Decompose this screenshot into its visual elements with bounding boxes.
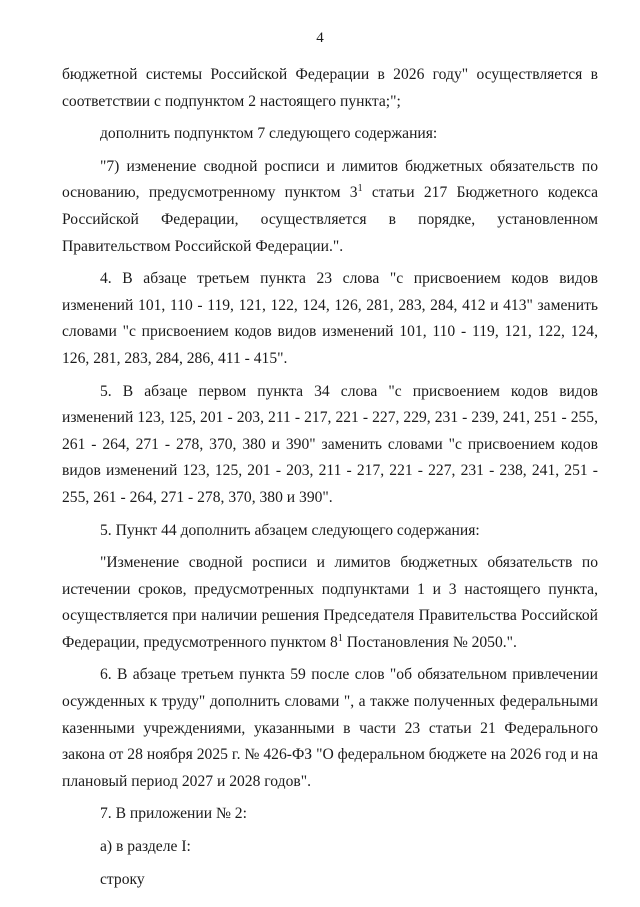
paragraph-8: 6. В абзаце третьем пункта 59 после слов "об обязательном привлечении осужденных к труду" дополнить словами ", а также полученных федеральными казенными учреждениями, указанными в части 23 статьи 21 Федерального закона от 28 ноября 2025 г. № 426-ФЗ "О федеральном бюджете на 2026 год и на плановый период 2027 и 2028 годов". [62, 666, 598, 790]
paragraph-3-text-a: "7) изменение сводной росписи и лимитов бюджетных обязательств по основанию, предусмотренному пунктом 3 [62, 157, 598, 202]
paragraph-3-text-b: статьи 217 Бюджетного кодекса Российской Федерации, осуществляется в порядке, установленном Правительством Российской Федерации.". [62, 184, 598, 255]
paragraph-11: строку [100, 870, 145, 888]
paragraph-2: дополнить подпунктом 7 следующего содержания: [100, 125, 438, 143]
paragraph-10: а) в разделе I: [100, 838, 191, 856]
paragraph-9: 7. В приложении № 2: [100, 805, 247, 823]
document-body [62, 62, 598, 893]
paragraph-4: 4. В абзаце третьем пункта 23 слова "с присвоением кодов видов изменений 101, 110 - 119, 121, 122, 124, 126, 281, 283, 284, 412 и 413" заменить словами "с присвоением кодов видов изменений 101, 110 - 119, 121, 122, 124, 126, 281, 283, 284, 286, 411 - 415". [62, 270, 598, 367]
superscript: 1 [337, 632, 343, 644]
paragraph-7-text-a: "Изменение сводной росписи и лимитов бюджетных обязательств по истечении сроков, предусмотренных подпунктами 1 и 3 настоящего пункта, осуществляется при наличии решения Председателя Правительства Российской Федерации, предусмотренного пунктом 8 [62, 554, 598, 651]
paragraph-5: 5. В абзаце первом пункта 34 слова "с присвоением кодов видов изменений 123, 125, 201 - 203, 211 - 217, 221 - 227, 229, 231 - 239, 241, 251 - 255, 261 - 264, 271 - 278, 370, 380 и 390" заменить словами "с присвоением кодов видов изменений 123, 125, 201 - 203, 211 - 217, 221 - 227, 231 - 238, 241, 251 - 255, 261 - 264, 271 - 278, 370, 380 и 390". [62, 382, 598, 506]
superscript: 1 [357, 183, 363, 195]
page-number: 4 [316, 30, 324, 46]
paragraph-1: бюджетной системы Российской Федерации в 2026 году" осуществляется в соответствии с подпунктом 2 настоящего пункта;"; [62, 66, 598, 110]
paragraph-3 [62, 154, 598, 260]
paragraph-7 [62, 550, 598, 656]
paragraph-6: 5. Пункт 44 дополнить абзацем следующего содержания: [100, 521, 480, 539]
paragraph-7-text-b: Постановления № 2050.". [342, 633, 517, 651]
